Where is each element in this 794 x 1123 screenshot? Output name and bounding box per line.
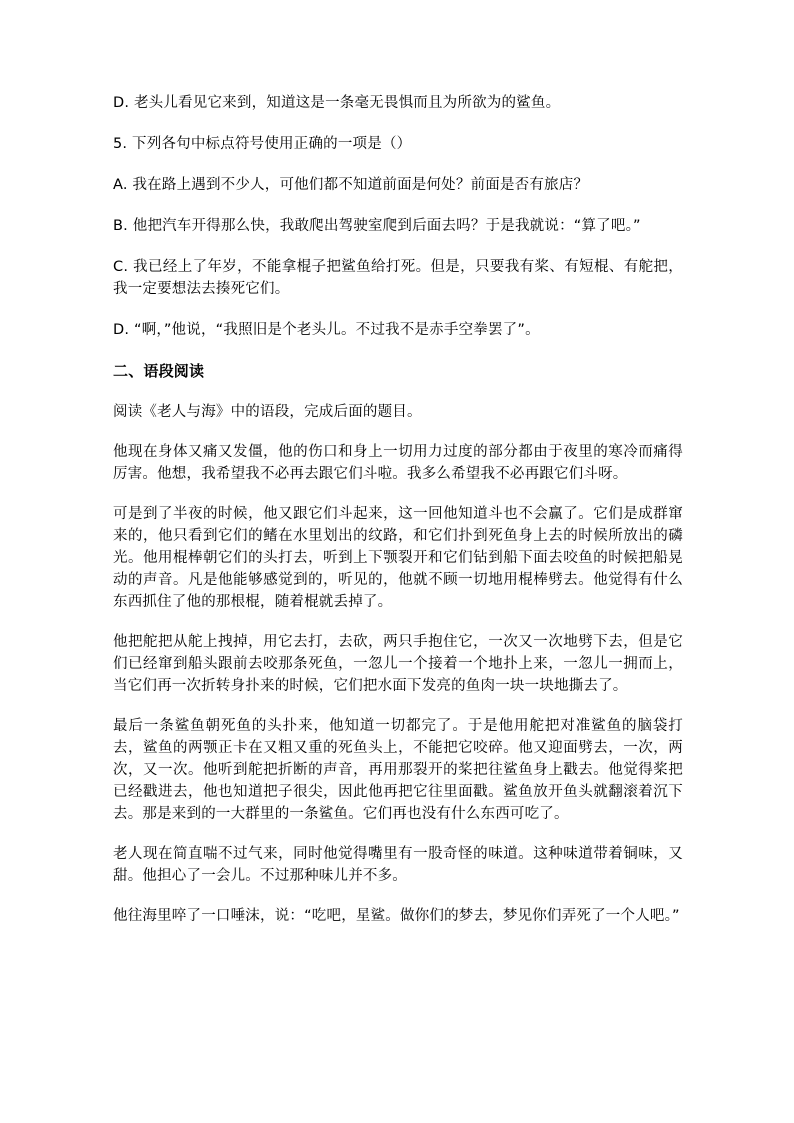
question5-option-a: A. 我在路上遇到不少人，可他们都不知道前面是何处？前面是否有旅店？ (113, 177, 589, 193)
passage-paragraph-6: 他往海里啐了一口唾沫，说：“吃吧，星鲨。做你们的梦去，梦见你们弄死了一个人吧。” (113, 908, 680, 924)
question5-option-c: C. 我已经上了年岁，不能拿棍子把鲨鱼给打死。但是，只要我有桨、有短棍、有舵把，我一定要想法去揍死它们。 (113, 259, 683, 297)
passage-paragraph-5: 老人现在简直喘不过气来，同时他觉得嘴里有一股奇怪的味道。这种味道带着铜味，又甜。他担心了一会儿。不过那种味儿并不多。 (113, 846, 683, 884)
document-page (113, 92, 683, 927)
section-heading: 二、语段阅读 (113, 362, 205, 380)
reading-instruction: 阅读《老人与海》中的语段，完成后面的题目。 (113, 404, 422, 420)
passage-paragraph-3: 他把舵把从舵上拽掉，用它去打，去砍，两只手抱住它，一次又一次地劈下去，但是它们已经窜到船头跟前去咬那条死鱼，一忽儿一个接着一个地扑上来，一忽儿一拥而上，当它们再一次折转身扑来的时候，它们把水面下发亮的鱼肉一块一块地撕去了。 (113, 634, 683, 694)
question5-option-d: D. “啊，”他说，“我照旧是个老头儿。不过我不是赤手空拳罢了”。 (113, 322, 540, 338)
question5-option-b: B. 他把汽车开得那么快，我敢爬出驾驶室爬到后面去吗？于是我就说：“算了吧。” (113, 218, 641, 234)
passage-paragraph-1: 他现在身体又痛又发僵，他的伤口和身上一切用力过度的部分都由于夜里的寒冷而痛得厉害。他想，我希望我不必再去跟它们斗啦。我多么希望我不必再跟它们斗呀。 (113, 444, 683, 482)
question4-option-d: D. 老头儿看见它来到，知道这是一条毫无畏惧而且为所欲为的鲨鱼。 (113, 95, 561, 111)
question5-stem: 5. 下列各句中标点符号使用正确的一项是（） (113, 136, 412, 152)
passage-paragraph-2: 可是到了半夜的时候，他又跟它们斗起来，这一回他知道斗也不会赢了。它们是成群窜来的，他只看到它们的鳍在水里划出的纹路，和它们扑到死鱼身上去的时候所放出的磷光。他用棍棒朝它们的头打去，听到上下颚裂开和它们钻到船下面去咬鱼的时候把船晃动的声音。凡是他能够感觉到的，听见的，他就不顾一切地用棍棒劈去。他觉得有什么东西抓住了他的那根棍，随着棍就丢掉了。 (113, 506, 683, 610)
passage-paragraph-4: 最后一条鲨鱼朝死鱼的头扑来，他知道一切都完了。于是他用舵把对准鲨鱼的脑袋打去，鲨鱼的两颚正卡在又粗又重的死鱼头上，不能把它咬碎。他又迎面劈去，一次，两次，又一次。他听到舵把折断的声音，再用那裂开的桨把往鲨鱼身上戳去。他觉得桨把已经戳进去，他也知道把子很尖，因此他再把它往里面戳。鲨鱼放开鱼头就翻滚着沉下去。那是来到的一大群里的一条鲨鱼。它们再也没有什么东西可吃了。 (113, 718, 683, 822)
